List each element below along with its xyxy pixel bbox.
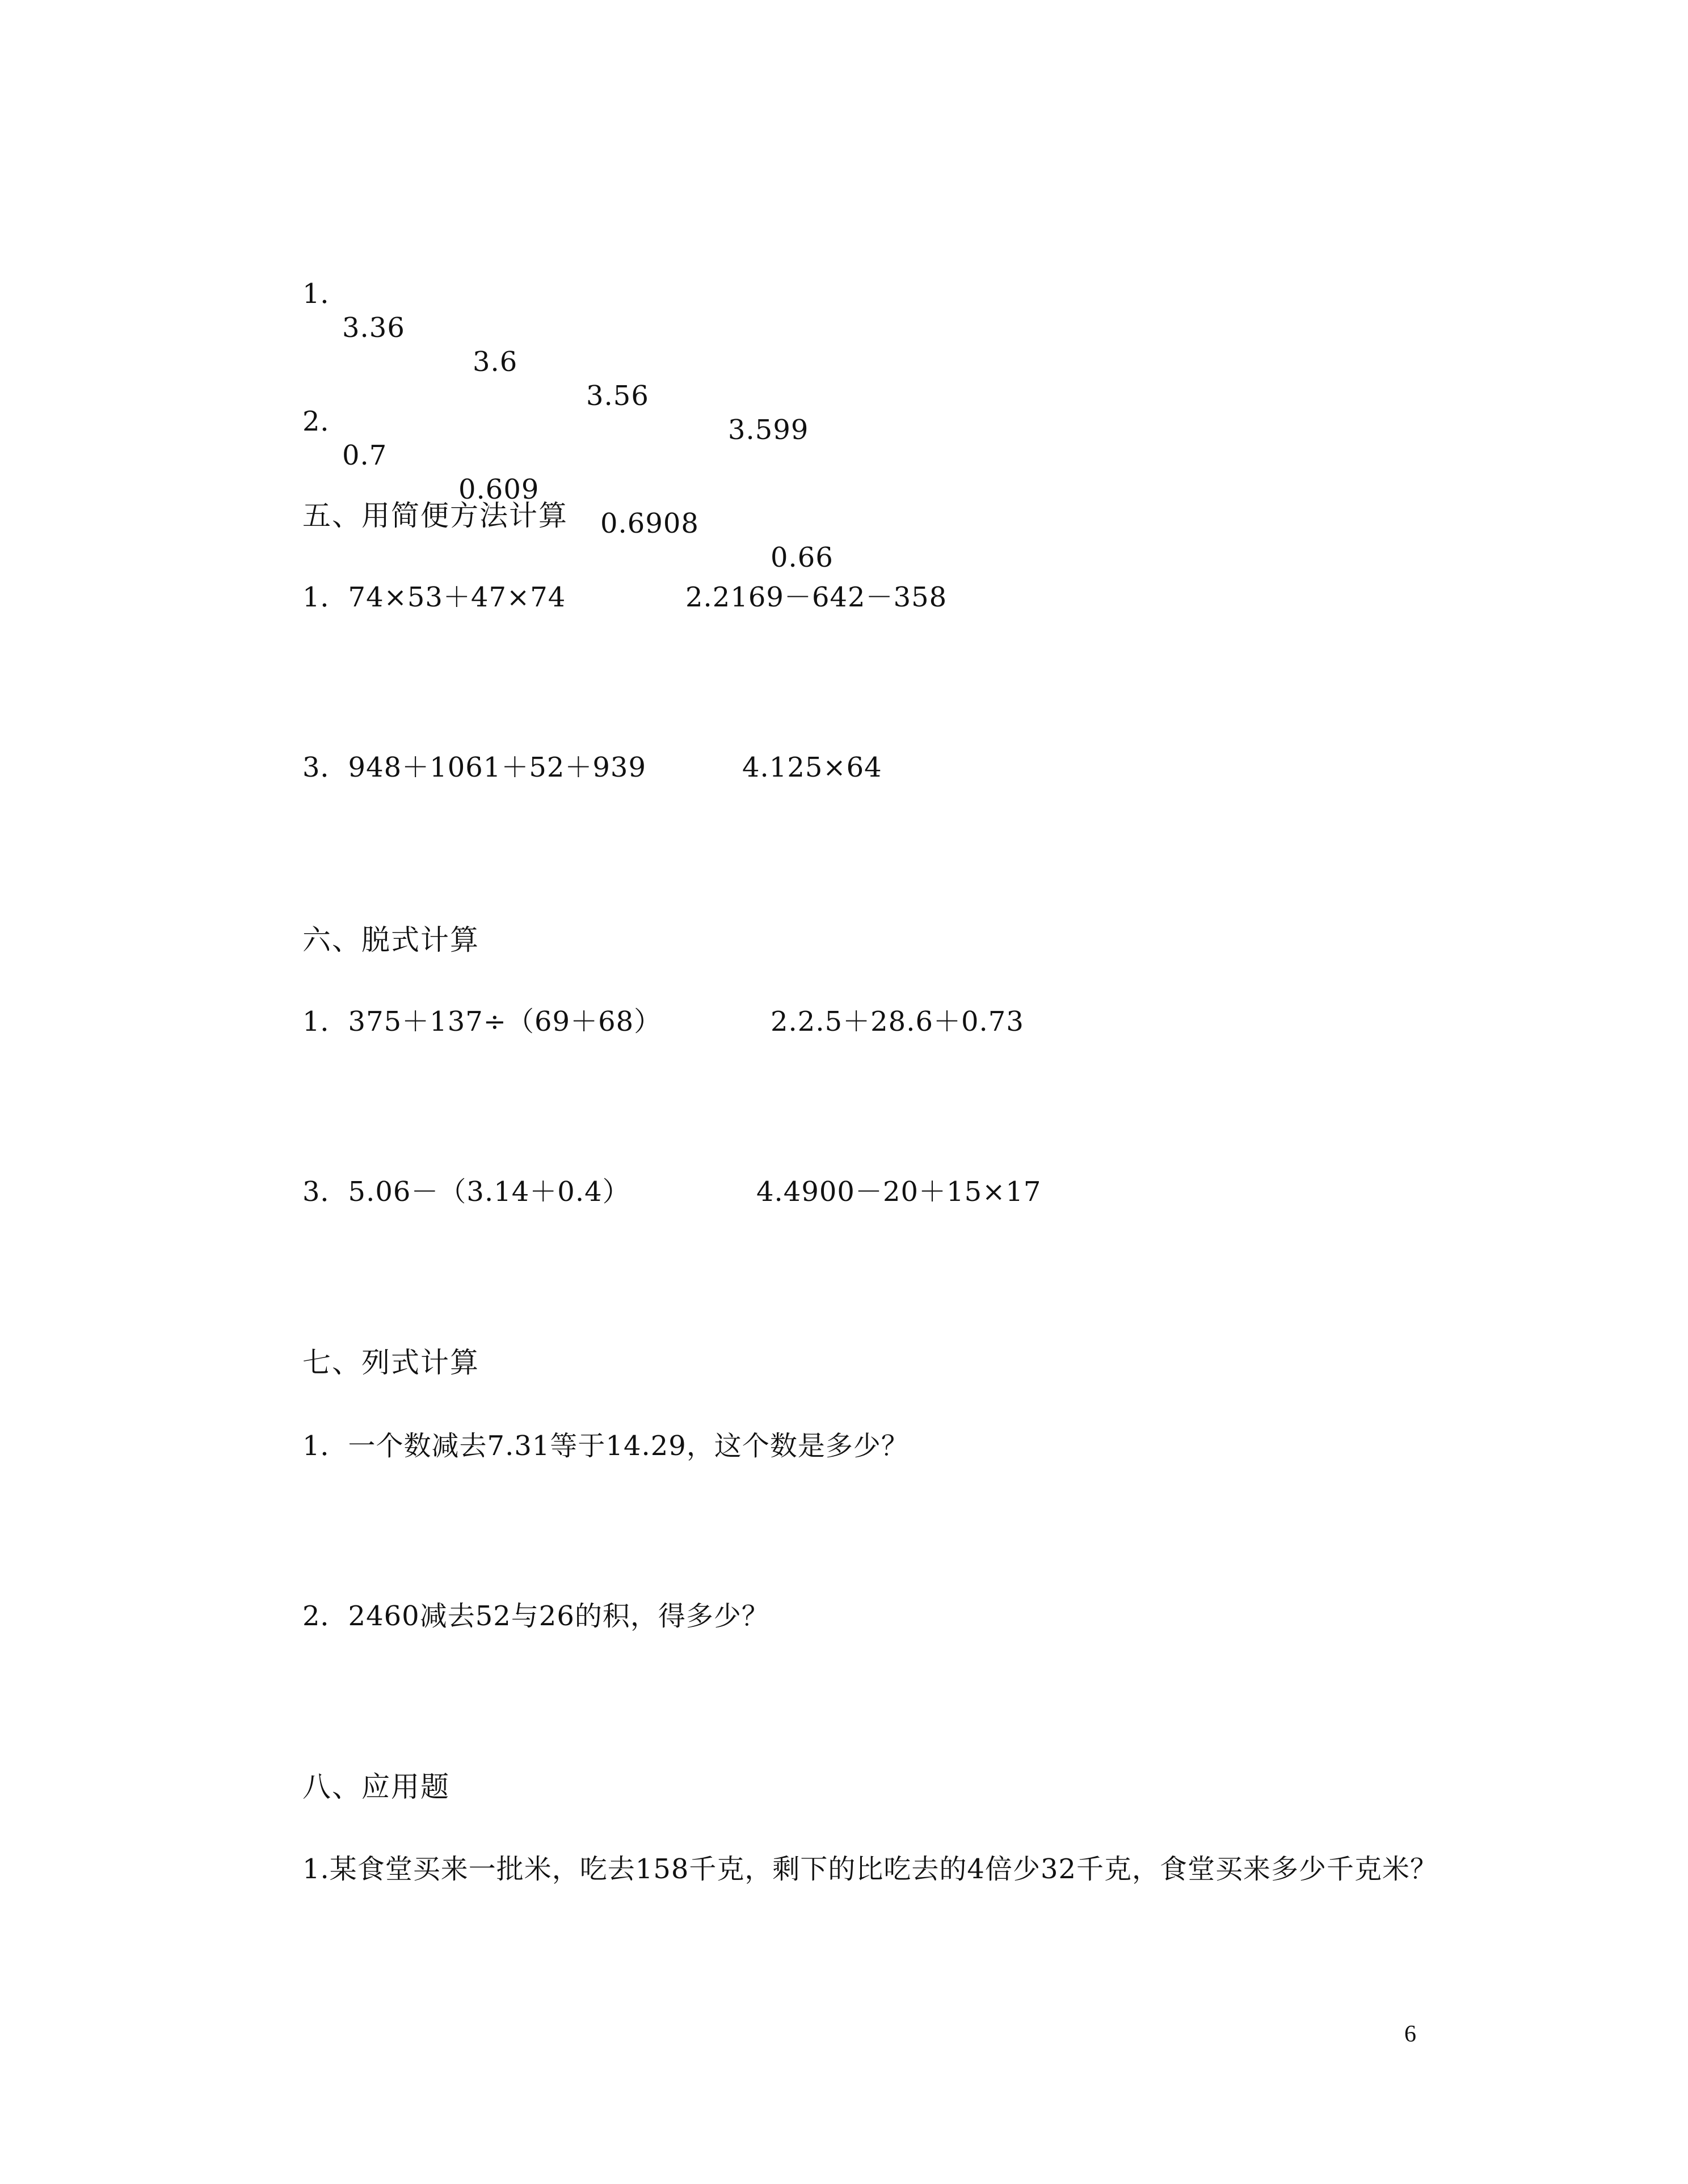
question-6-2: 2.2.5＋28.6＋0.73 <box>771 1006 1024 1038</box>
row-label: 1． <box>302 278 348 310</box>
question-6-1: 1．375＋137÷（69＋68） <box>302 1006 662 1038</box>
question-5-4: 4.125×64 <box>742 752 882 783</box>
section-heading-7: 七、列式计算 <box>302 1346 479 1379</box>
question-5-2: 2.2169－642－358 <box>685 581 948 613</box>
number-value: 3.6 <box>473 346 518 378</box>
page-number: 6 <box>1404 2021 1416 2047</box>
number-value: 0.6908 <box>600 508 699 539</box>
number-value: 0.7 <box>342 440 388 471</box>
number-value: 3.599 <box>728 414 809 446</box>
question-6-3: 3．5.06－（3.14＋0.4） <box>302 1176 630 1208</box>
question-6-4: 4.4900－20＋15×17 <box>756 1176 1042 1208</box>
number-value: 0.66 <box>771 542 834 574</box>
question-5-3: 3．948＋1061＋52＋939 <box>302 752 647 783</box>
compare-row-1 <box>302 243 983 446</box>
section-heading-5: 五、用简便方法计算 <box>302 499 568 532</box>
section-heading-8: 八、应用题 <box>302 1770 450 1803</box>
number-value: 3.56 <box>586 380 649 412</box>
row-label: 2． <box>302 406 348 437</box>
question-5-1: 1．74×53＋47×74 <box>302 581 566 613</box>
question-8-1: 1.某食堂买来一批米，吃去158千克，剩下的比吃去的4倍少32千克，食堂买来多少千克米？ <box>302 1853 1438 1885</box>
number-value: 0.609 <box>458 474 540 505</box>
number-value: 3.36 <box>342 312 405 344</box>
question-7-1: 1．一个数减去7.31等于14.29，这个数是多少？ <box>302 1430 909 1462</box>
section-heading-6: 六、脱式计算 <box>302 924 479 956</box>
question-7-2: 2．2460减去52与26的积，得多少？ <box>302 1600 769 1632</box>
